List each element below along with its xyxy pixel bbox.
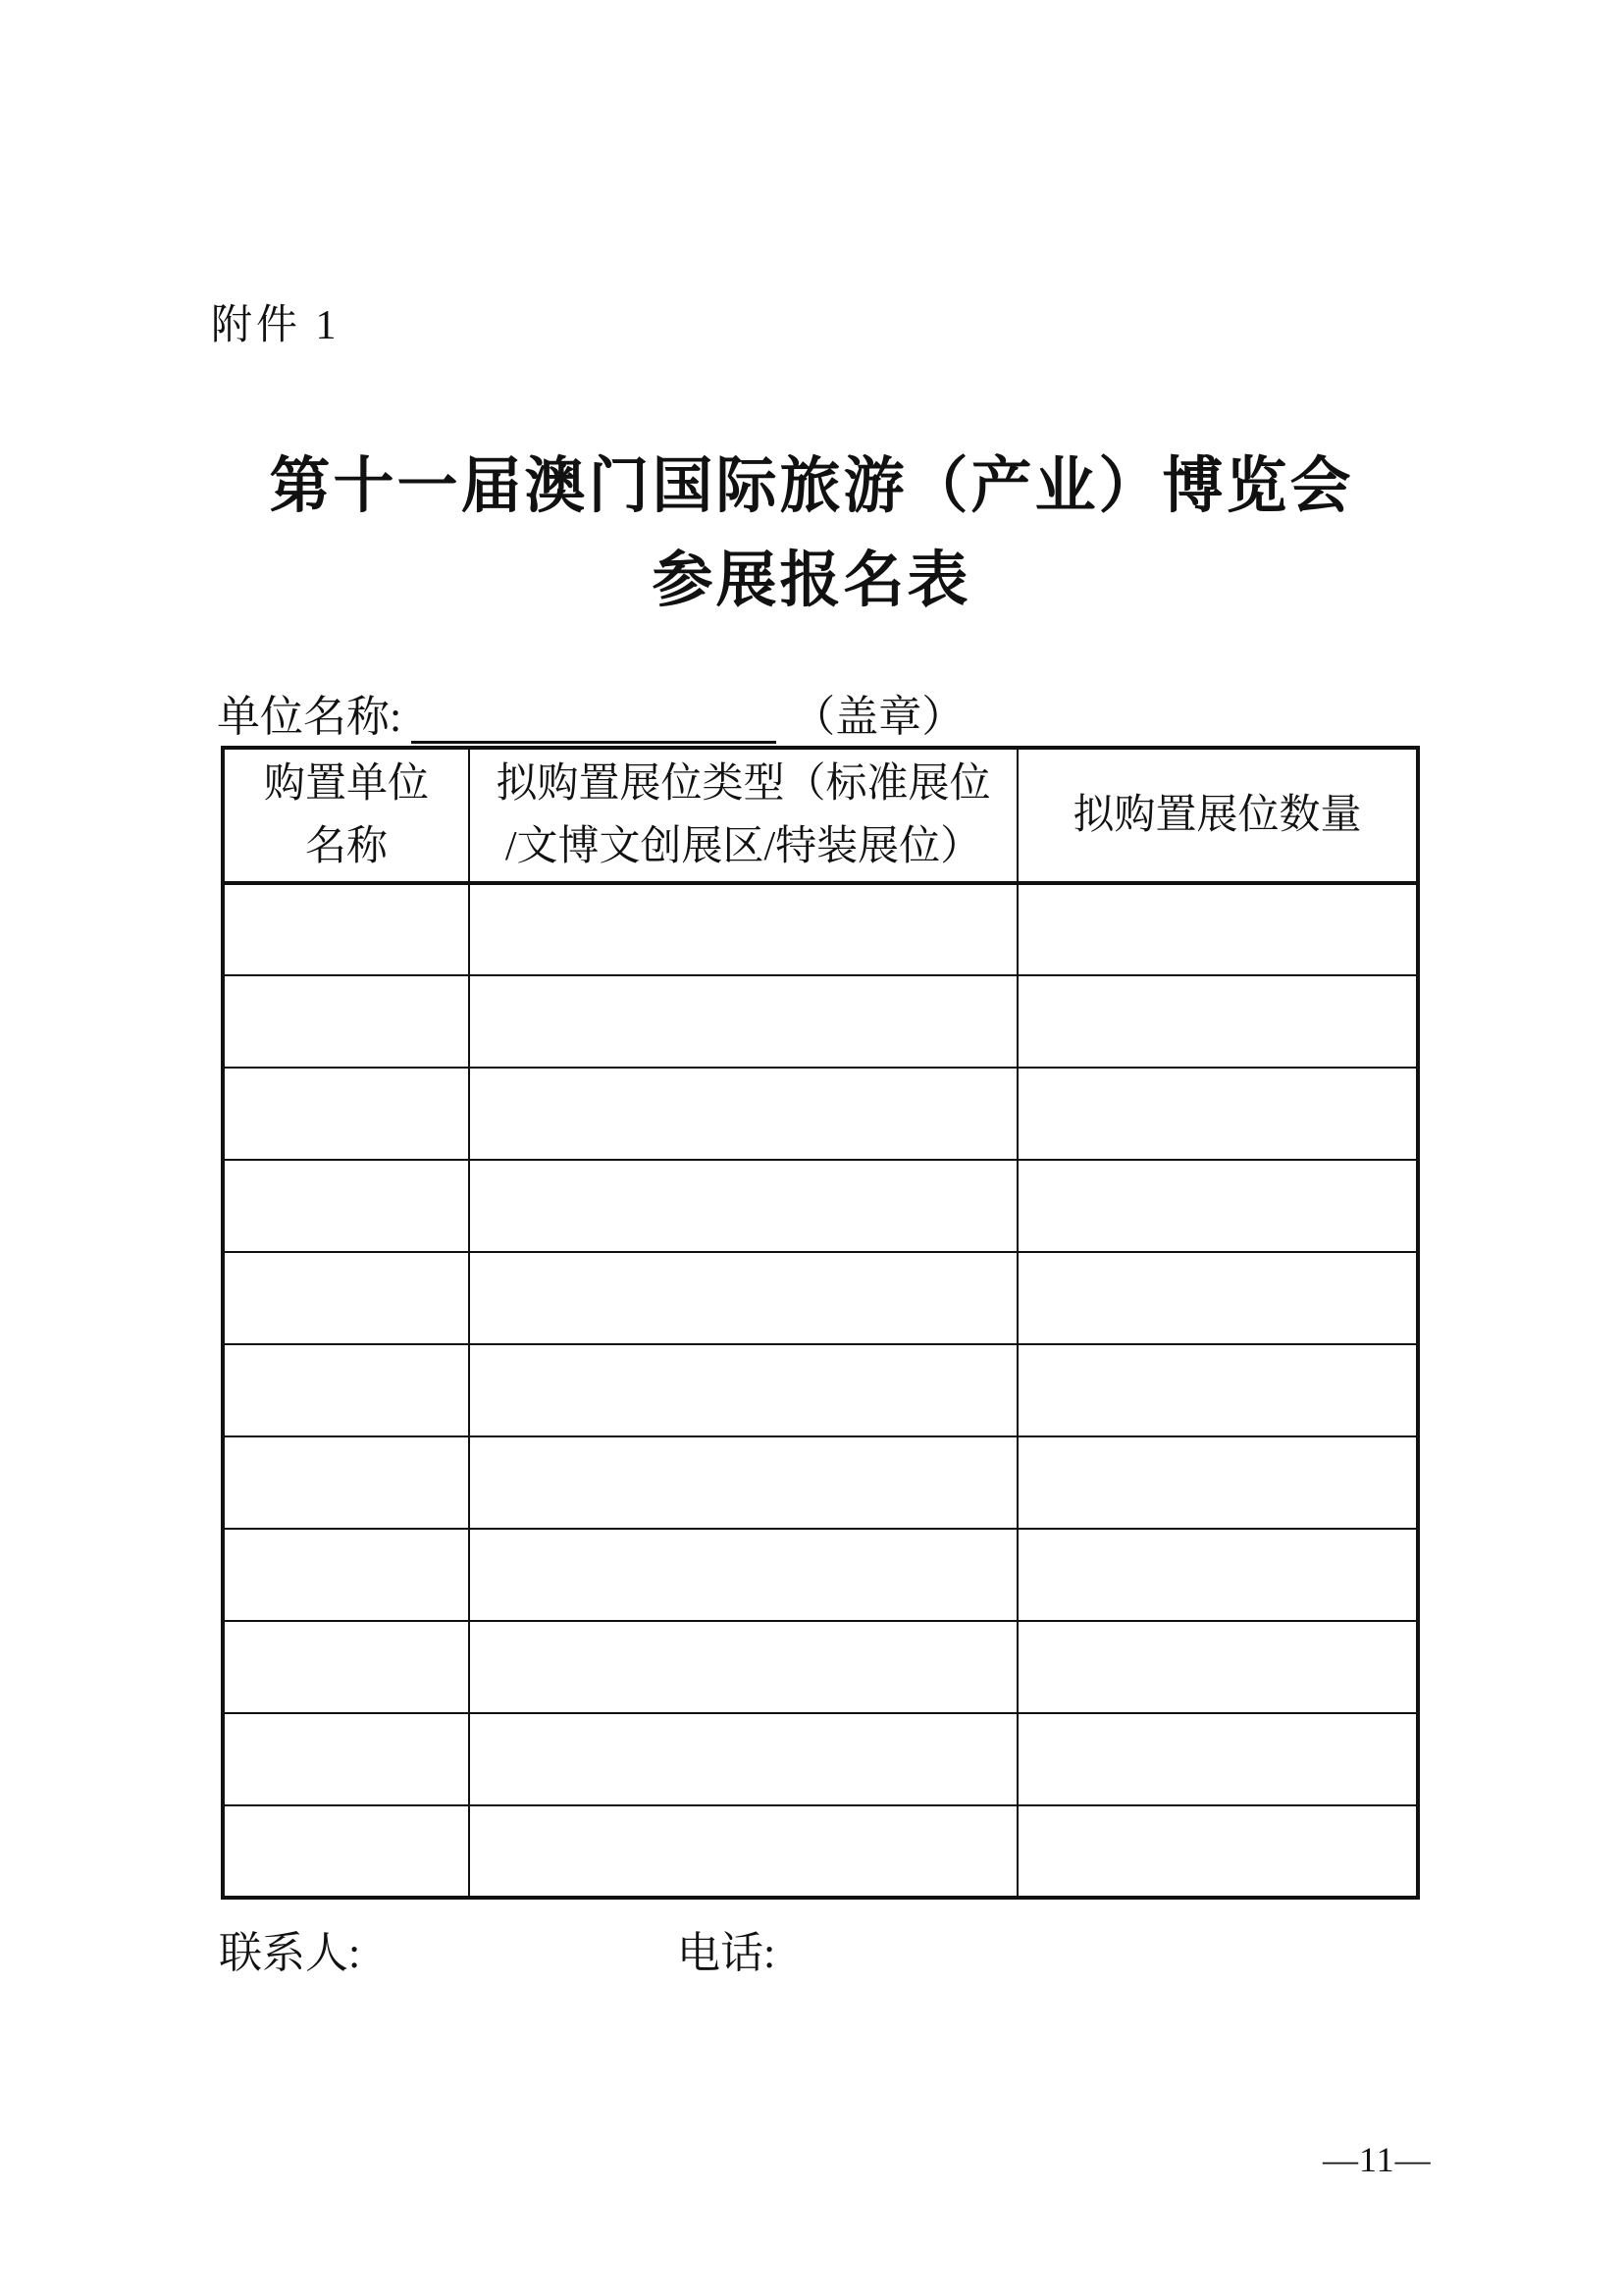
table-cell (469, 975, 1018, 1068)
phone-label: 电话: (677, 1929, 776, 1977)
table-cell (223, 1068, 469, 1160)
table-cell (1018, 1529, 1418, 1621)
table-header-purchasing-unit: 购置单位 名称 (223, 748, 469, 883)
table-cell (223, 883, 469, 975)
table-cell (469, 1160, 1018, 1252)
table-cell (223, 1713, 469, 1805)
contact-person-label: 联系人: (219, 1929, 361, 1977)
table-cell (469, 1436, 1018, 1529)
table-cell (1018, 1344, 1418, 1436)
table-header-row (223, 748, 1418, 883)
unit-name-blank-line (411, 695, 776, 744)
table-cell (1018, 1436, 1418, 1529)
table-row (223, 1621, 1418, 1713)
table-cell (1018, 1621, 1418, 1713)
document-title-line2: 参展报名表 (652, 548, 971, 614)
table-cell (1018, 1068, 1418, 1160)
table-row (223, 975, 1418, 1068)
table-row (223, 1805, 1418, 1898)
table-row (223, 1344, 1418, 1436)
table-cell (223, 1344, 469, 1436)
table-header-booth-quantity: 拟购置展位数量 (1018, 748, 1418, 883)
table-cell (1018, 1160, 1418, 1252)
table-row (223, 883, 1418, 975)
table-cell (469, 1713, 1018, 1805)
table-cell (1018, 1252, 1418, 1344)
document-title-line1: 第十一届澳门国际旅游（产业）博览会 (269, 453, 1354, 520)
table-row (223, 1713, 1418, 1805)
table-cell (469, 1529, 1018, 1621)
table-cell (469, 1068, 1018, 1160)
table-cell (469, 883, 1018, 975)
page-number: —11— (1323, 2140, 1432, 2179)
unit-name-row (217, 681, 965, 744)
registration-table (221, 746, 1420, 1900)
table-cell (1018, 1713, 1418, 1805)
table-row (223, 1529, 1418, 1621)
table-cell (1018, 883, 1418, 975)
table-cell (469, 1805, 1018, 1898)
table-cell (223, 1436, 469, 1529)
table-cell (1018, 1805, 1418, 1898)
table-cell (223, 1621, 469, 1713)
table-cell (223, 1529, 469, 1621)
table-cell (223, 975, 469, 1068)
table-row (223, 1252, 1418, 1344)
attachment-label: 附件 1 (211, 303, 340, 348)
table-row (223, 1436, 1418, 1529)
unit-name-label: 单位名称: (217, 693, 402, 741)
table-cell (469, 1621, 1018, 1713)
table-row (223, 1068, 1418, 1160)
table-cell (1018, 975, 1418, 1068)
table-cell (223, 1805, 469, 1898)
table-row (223, 1160, 1418, 1252)
table-cell (223, 1252, 469, 1344)
table-cell (469, 1252, 1018, 1344)
table-header-booth-type: 拟购置展位类型（标准展位 /文博文创展区/特装展位） (469, 748, 1018, 883)
table-body (223, 883, 1418, 1898)
seal-label: （盖章） (792, 693, 966, 741)
document-title (0, 440, 1623, 628)
table-cell (223, 1160, 469, 1252)
table-cell (469, 1344, 1018, 1436)
